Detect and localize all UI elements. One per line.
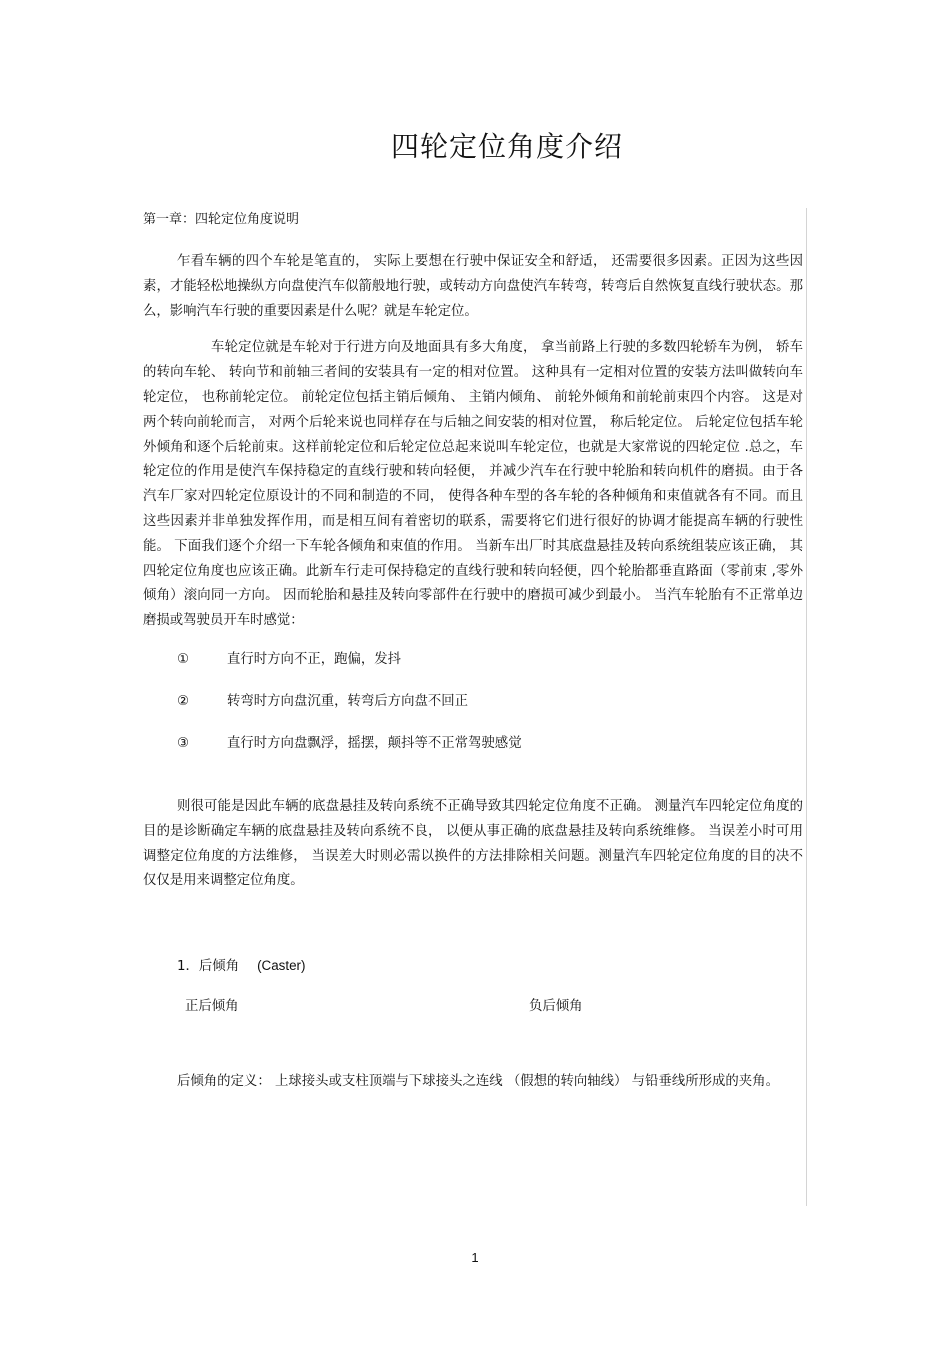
- list-marker: ②: [177, 693, 190, 709]
- section-heading-caster: [177, 954, 803, 979]
- list-marker: ③: [177, 735, 190, 751]
- document-title: 四轮定位角度介绍: [390, 130, 623, 163]
- section-number: 1．后倾角: [177, 959, 240, 975]
- section-english-term: (Caster): [257, 958, 306, 974]
- list-item: [143, 650, 803, 671]
- list-item-text: 转弯时方向盘沉重，转弯后方向盘不回正: [227, 693, 469, 709]
- list-marker: ①: [177, 651, 190, 667]
- page-number: 1: [471, 1250, 479, 1265]
- paragraph-caster-definition: 后倾角的定义： 上球接头或支柱顶端与下球接头之连线 （假想的转向轴线） 与铅垂线所形成的夹角。: [177, 1074, 779, 1090]
- list-item: [143, 734, 803, 755]
- symptom-list: [143, 650, 803, 755]
- list-item-text: 直行时方向盘飘浮，摇摆，颠抖等不正常驾驶感觉: [227, 735, 522, 751]
- list-item: [143, 692, 803, 713]
- chapter-heading: 第一章：四轮定位角度说明: [143, 212, 300, 227]
- document-body: [143, 208, 807, 1206]
- paragraph-intro: 乍看车辆的四个车轮是笔直的， 实际上要想在行驶中保证安全和舒适， 还需要很多因素。正因为这些因素，才能轻松地操纵方向盘使汽车似箭般地行驶，或转动方向盘使汽车转弯，转弯后自然恢复直线行驶状态。那么，影响汽车行驶的重要因素是什么呢？就是车轮定位。: [143, 254, 803, 319]
- list-item-text: 直行时方向不正，跑偏，发抖: [227, 651, 402, 667]
- paragraph-diagnosis: 则很可能是因此车辆的底盘悬挂及转向系统不正确导致其四轮定位角度不正确。 测量汽车四轮定位角度的目的是诊断确定车辆的底盘悬挂及转向系统不良， 以便从事正确的底盘悬挂及转向系统维修。 当误差小时可用调整定位角度的方法维修， 当误差大时则必需以换件的方法排除相关问题。测量汽车四轮定位角度的目的决不仅仅是用来调整定位角度。: [143, 798, 803, 889]
- figure-label-negative-caster: 负后倾角: [529, 999, 583, 1015]
- paragraph-wheel-alignment: 车轮定位就是车轮对于行进方向及地面具有多大角度， 拿当前路上行驶的多数四轮轿车为例， 轿车的转向车轮、 转向节和前轴三者间的安装具有一定的相对位置。 这种具有一定相对位置的安装方法叫做转向车轮定位， 也称前轮定位。 前轮定位包括主销后倾角、 主销内倾角、 前轮外倾角和前轮前束四个内容。 这是对两个转向前轮而言， 对两个后轮来说也同样存在与后轴之间安装的相对位置， 称后轮定位。 后轮定位包括车轮外倾角和逐个后轮前束。这样前轮定位和后轮定位总起来说叫车轮定位，也就是大家常说的四轮定位 .总之，车轮定位的作用是使汽车保持稳定的直线行驶和转向轻便， 并减少汽车在行驶中轮胎和转向机件的磨损。由于各汽车厂家对四轮定位原设计的不同和制造的不同， 使得各种车型的各车轮的各种倾角和束值就各有不同。而且这些因素并非单独发挥作用，而是相互间有着密切的联系，需要将它们进行很好的协调才能提高车辆的行驶性能。 下面我们逐个介绍一下车轮各倾角和束值的作用。 当新车出厂时其底盘悬挂及转向系统组装应该正确， 其四轮定位角度也应该正确。此新车行走可保持稳定的直线行驶和转向轻便，四个轮胎都垂直路面（零前束 ,零外倾角）滚向同一方向。 因而轮胎和悬挂及转向零部件在行驶中的磨损可减少到最小。 当汽车轮胎有不正常单边磨损或驾驶员开车时感觉：: [143, 340, 803, 629]
- figure-label-positive-caster: 正后倾角: [185, 999, 239, 1015]
- figure-labels: [143, 995, 803, 1019]
